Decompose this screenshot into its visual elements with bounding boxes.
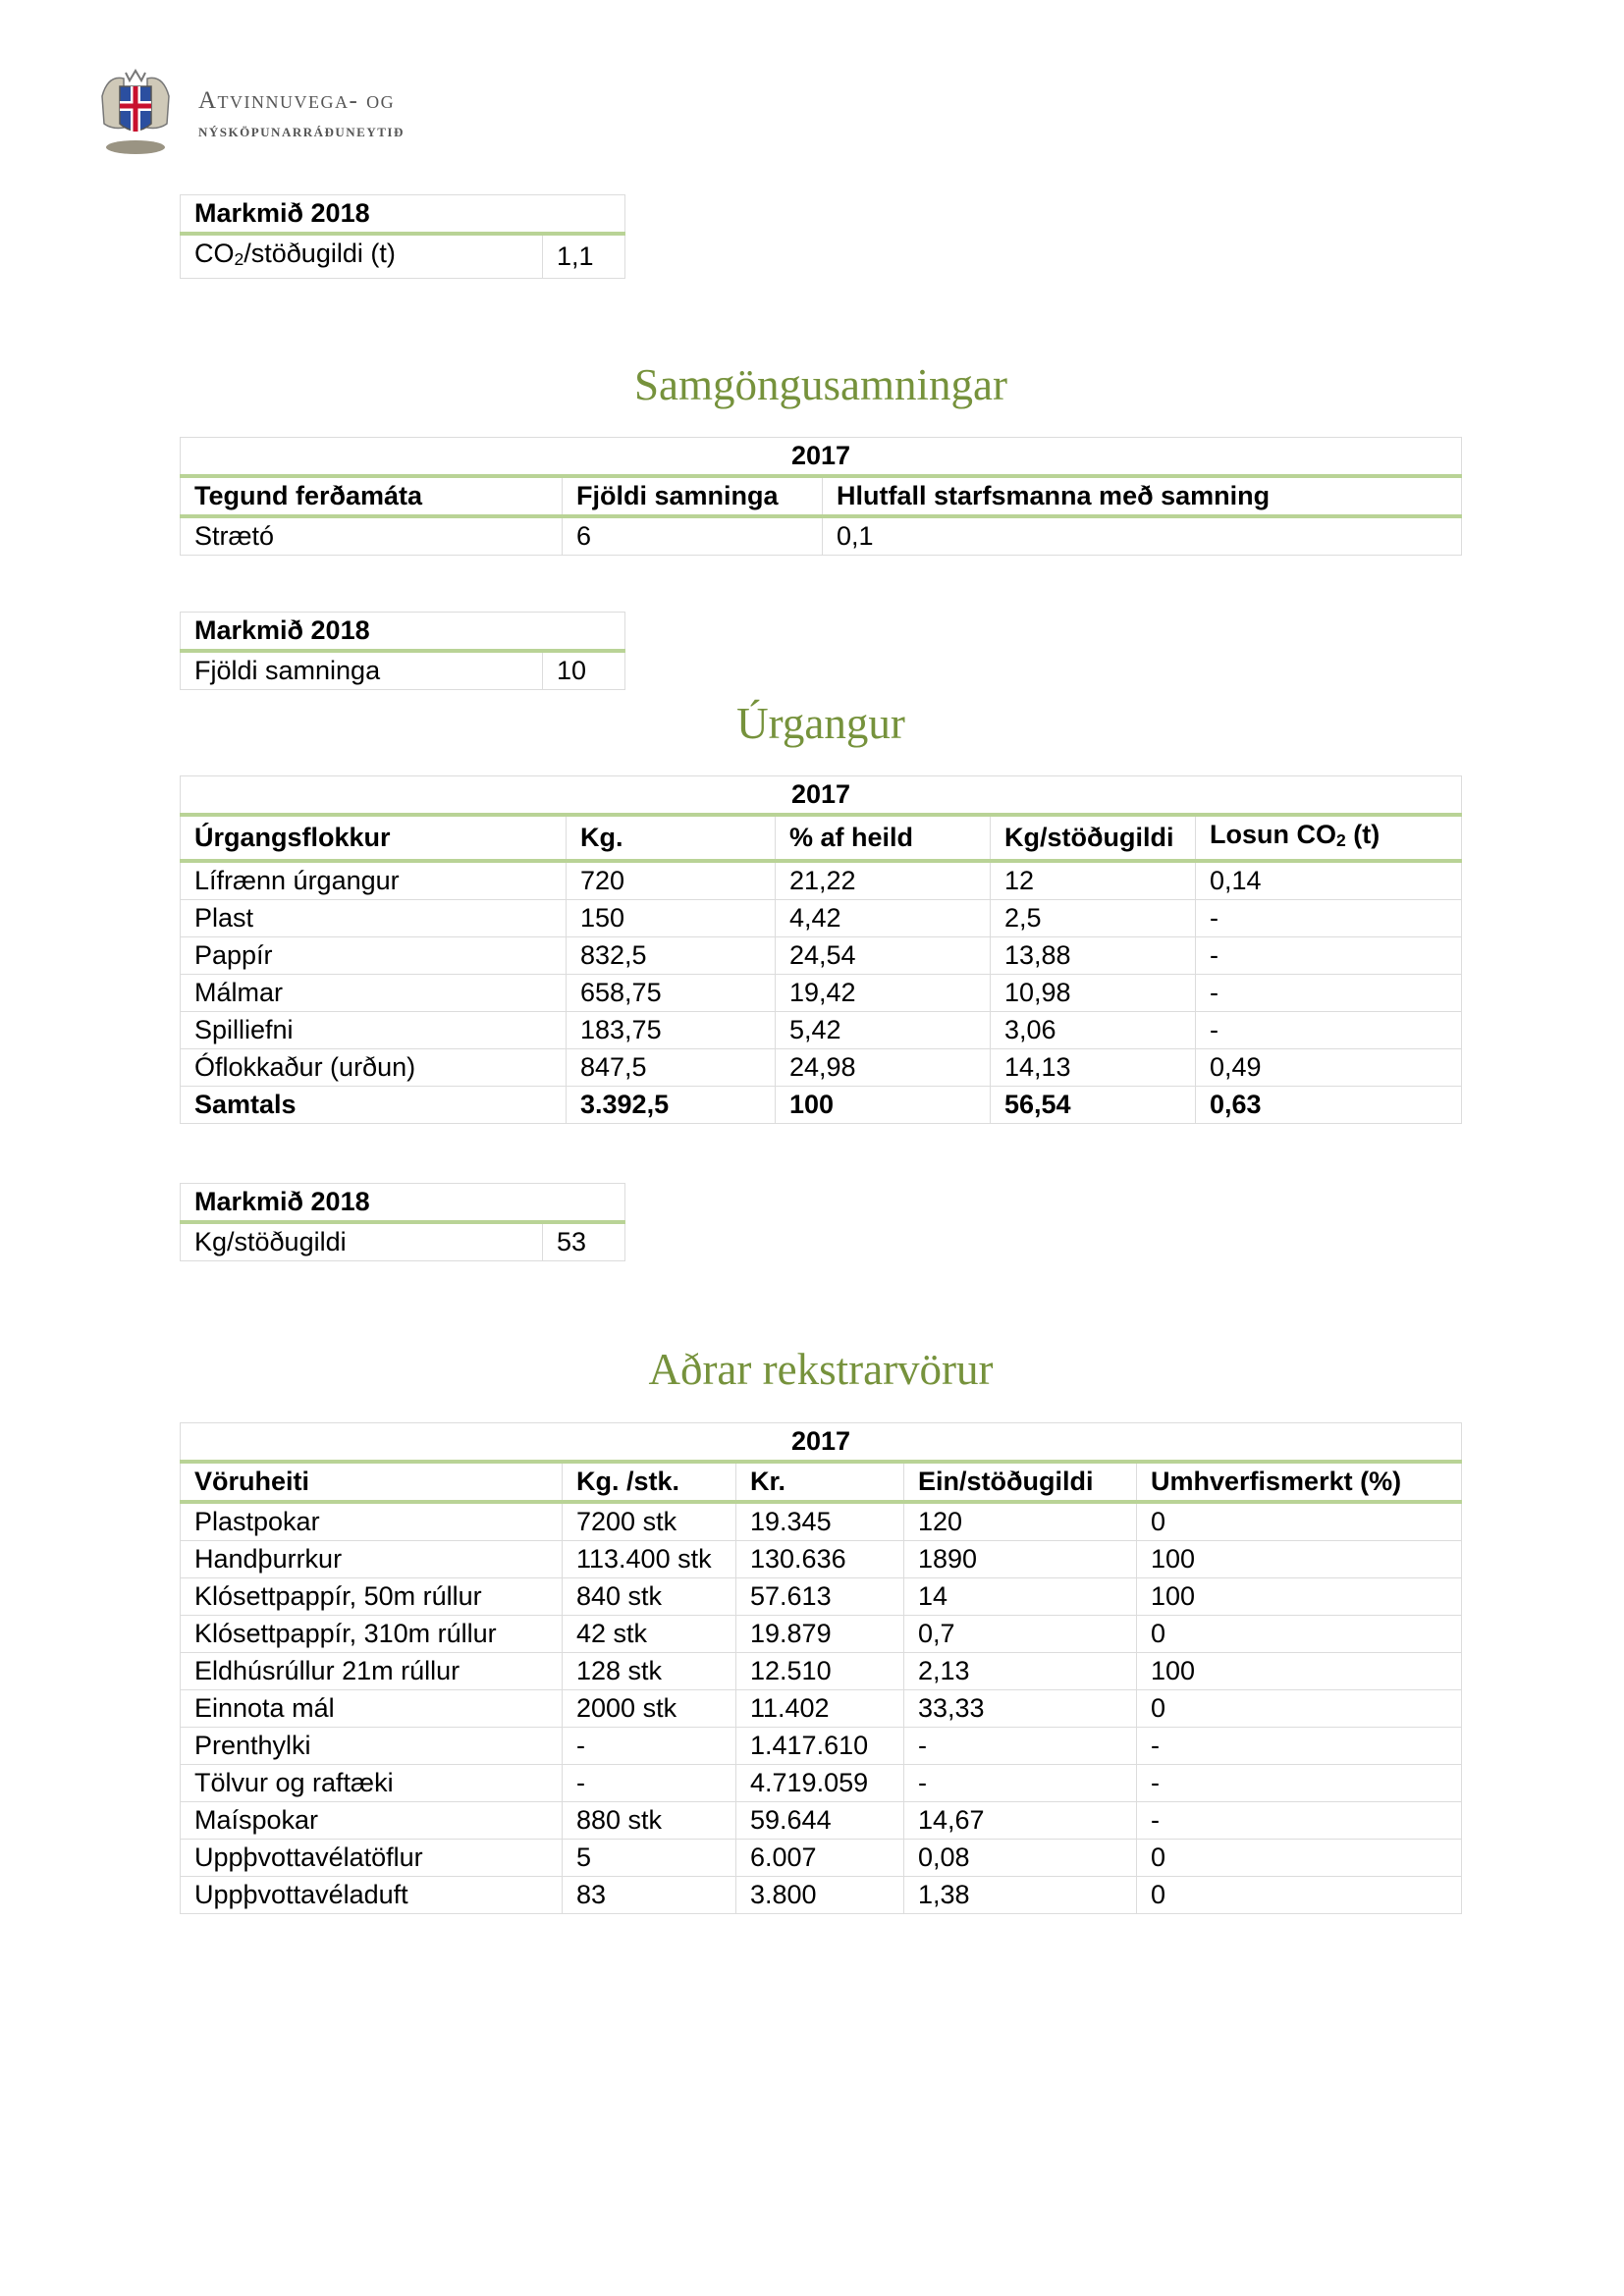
table-row: Tölvur og raftæki - 4.719.059 - -: [181, 1765, 1462, 1802]
column-header: Hlutfall starfsmanna með samning: [823, 476, 1462, 516]
column-header: Vöruheiti: [181, 1462, 563, 1502]
goal-title: Markmið 2018: [181, 1184, 625, 1223]
section-heading-waste: Úrgangur: [736, 699, 905, 748]
coat-of-arms-icon: [94, 69, 177, 159]
table-row: Pappír 832,5 24,54 13,88 -: [181, 937, 1462, 975]
table-row: Plastpokar 7200 stk 19.345 120 0: [181, 1502, 1462, 1541]
year-header: 2017: [181, 1423, 1462, 1463]
section-heading-supplies: Aðrar rekstrarvörur: [648, 1345, 994, 1394]
table-row: Óflokkaður (urðun) 847,5 24,98 14,13 0,49: [181, 1049, 1462, 1087]
column-header: Umhverfismerkt (%): [1137, 1462, 1462, 1502]
table-row: Lífrænn úrgangur 720 21,22 12 0,14: [181, 861, 1462, 900]
table-row: Eldhúsrúllur 21m rúllur 128 stk 12.510 2,13 100: [181, 1653, 1462, 1690]
table-row: Handþurrkur 113.400 stk 130.636 1890 100: [181, 1541, 1462, 1578]
goal-table-contracts: [180, 612, 625, 690]
year-header: 2017: [181, 776, 1462, 816]
column-header: Kg.: [567, 815, 776, 861]
year-header: 2017: [181, 438, 1462, 477]
table-row: Maíspokar 880 stk 59.644 14,67 -: [181, 1802, 1462, 1840]
goal-value: 10: [543, 651, 625, 690]
table-row: Spilliefni 183,75 5,42 3,06 -: [181, 1012, 1462, 1049]
org-name-line1: Atvinnuvega- og: [198, 86, 396, 114]
column-header: Kr.: [736, 1462, 904, 1502]
table-row: Málmar 658,75 19,42 10,98 -: [181, 975, 1462, 1012]
column-header: Kg. /stk.: [563, 1462, 736, 1502]
total-row: Samtals 3.392,5 100 56,54 0,63: [181, 1087, 1462, 1124]
goal-value: 53: [543, 1222, 625, 1261]
goal-label: $CO_2$/stöðugildi (t): [181, 234, 543, 279]
goal-title: Markmið 2018: [181, 195, 625, 235]
goal-table-waste: [180, 1183, 625, 1261]
goal-label: Fjöldi samninga: [181, 651, 543, 690]
waste-table: [180, 775, 1462, 1124]
goal-value: 1,1: [543, 234, 625, 279]
goal-table-co2: [180, 194, 625, 279]
column-header: Losun $CO_2$ (t): [1196, 815, 1462, 861]
supplies-table: [180, 1422, 1462, 1914]
table-row: Uppþvottavélatöflur 5 6.007 0,08 0: [181, 1840, 1462, 1877]
goal-label: Kg/stöðugildi: [181, 1222, 543, 1261]
table-row: Strætó 6 0,1: [181, 516, 1462, 556]
table-row: Einnota mál 2000 stk 11.402 33,33 0: [181, 1690, 1462, 1728]
table-row: Klósettpappír, 50m rúllur 840 stk 57.613 14 100: [181, 1578, 1462, 1616]
column-header: % af heild: [776, 815, 991, 861]
column-header: Kg/stöðugildi: [991, 815, 1196, 861]
org-name-line2: nýsköpunarráðuneytið: [198, 120, 405, 140]
table-row: Klósettpappír, 310m rúllur 42 stk 19.879 0,7 0: [181, 1616, 1462, 1653]
section-heading-transport: Samgöngusamningar: [634, 360, 1007, 409]
goal-title: Markmið 2018: [181, 613, 625, 652]
column-header: Úrgangsflokkur: [181, 815, 567, 861]
transport-table: [180, 437, 1462, 556]
column-header: Tegund ferðamáta: [181, 476, 563, 516]
table-row: Uppþvottavéladuft 83 3.800 1,38 0: [181, 1877, 1462, 1914]
column-header: Ein/stöðugildi: [904, 1462, 1137, 1502]
column-header: Fjöldi samninga: [563, 476, 823, 516]
table-row: Prenthylki - 1.417.610 - -: [181, 1728, 1462, 1765]
ministry-logo: [94, 69, 405, 159]
table-row: Plast 150 4,42 2,5 -: [181, 900, 1462, 937]
